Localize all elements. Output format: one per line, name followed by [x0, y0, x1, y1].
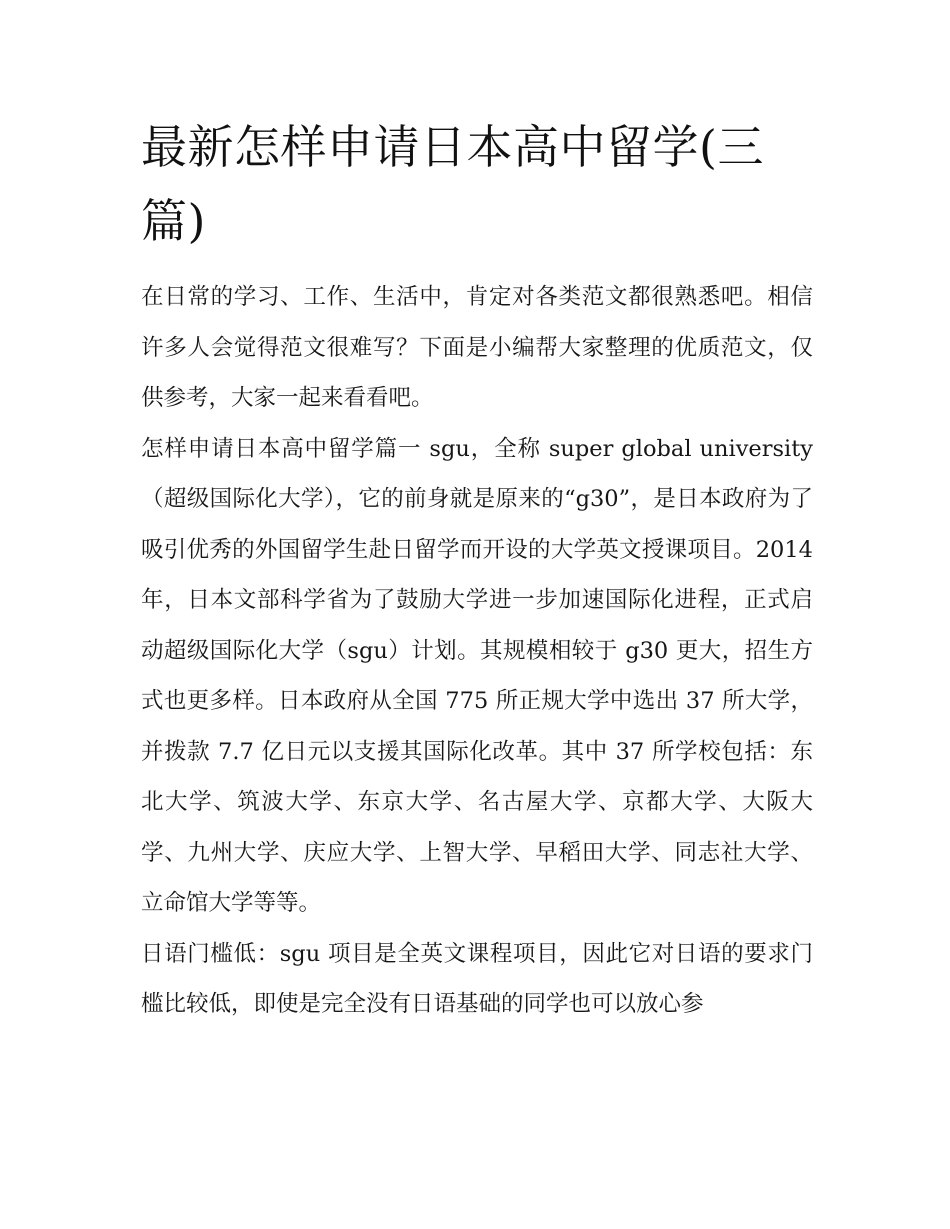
japanese-requirement-paragraph: 日语门槛低：sgu 项目是全英文课程项目，因此它对日语的要求门槛比较低，即使是完全没有日语基础的同学也可以放心参: [141, 940, 813, 1017]
sgu-overview-paragraph: 怎样申请日本高中留学篇一 sgu，全称 super global university（超级国际化大学），它的前身就是原来的“g30”，是日本政府为了吸引优秀的外国留学生赴日留学而开设的大学英文授课项目。2014 年，日本文部科学省为了鼓励大学进一步加速国际化进程，正式启动超级国际化大学（sgu）计划。其规模相较于 g30 更大，招生方式也更多样。日本政府从全国 775 所正规大学中选出 37 所大学，并拨款 7.7 亿日元以支援其国际化改革。其中 37 所学校包括：东北大学、筑波大学、东京大学、名古屋大学、京都大学、大阪大学、九州大学、庆应大学、上智大学、早稻田大学、同志社大学、立命馆大学等等。: [141, 435, 813, 916]
document-title: 最新怎样申请日本高中留学(三篇): [141, 120, 764, 248]
document-body: [141, 110, 813, 1030]
intro-paragraph: 在日常的学习、工作、生活中，肯定对各类范文都很熟悉吧。相信许多人会觉得范文很难写？下面是小编帮大家整理的优质范文，仅供参考，大家一起来看看吧。: [141, 284, 813, 411]
